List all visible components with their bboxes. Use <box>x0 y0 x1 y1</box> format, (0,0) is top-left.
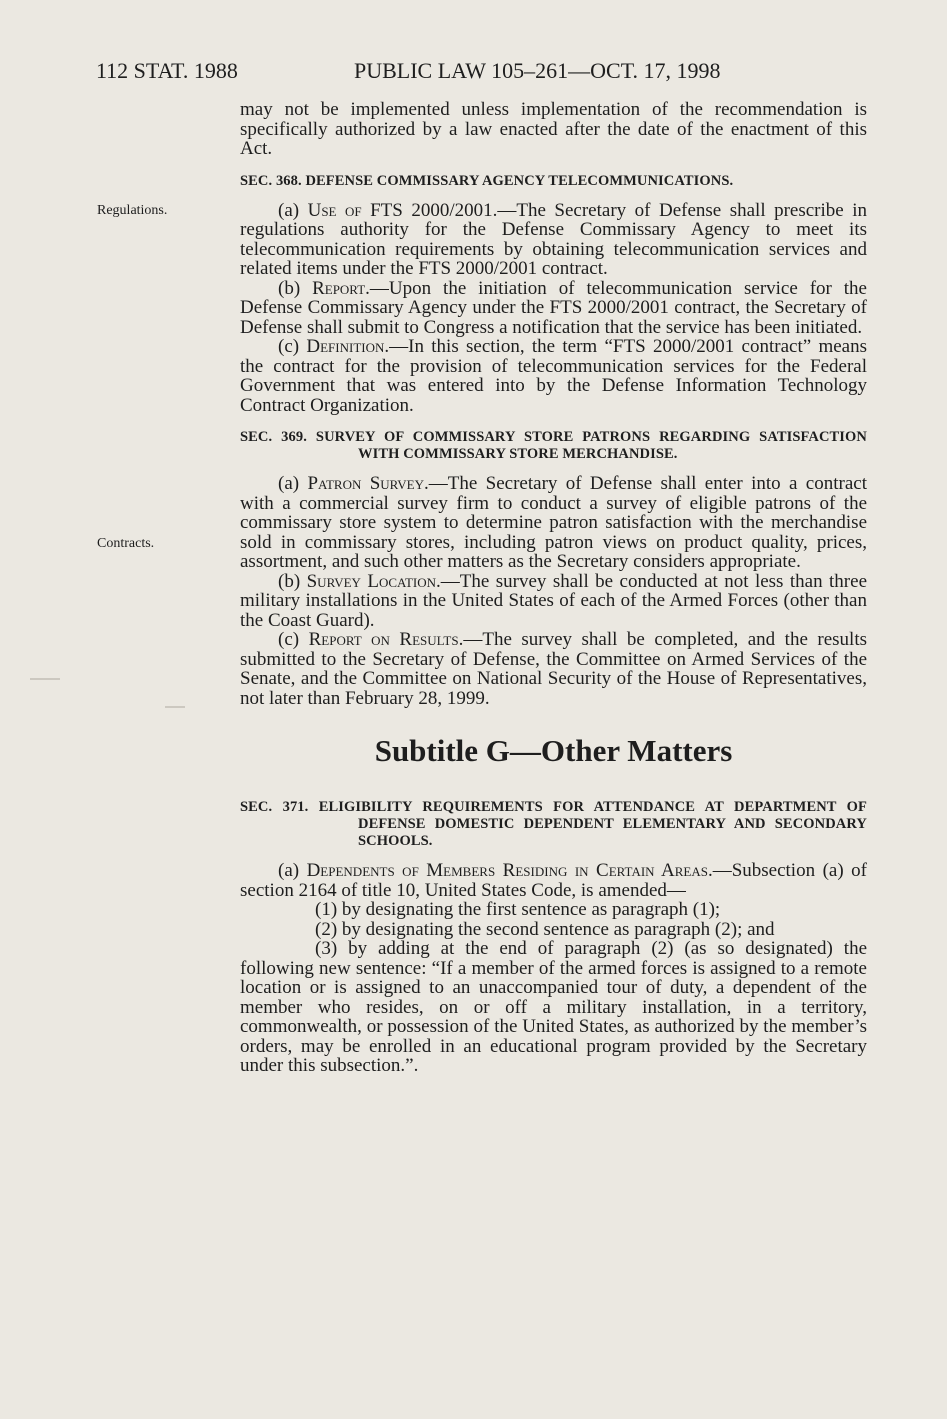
margin-note-regulations: Regulations. <box>97 203 168 218</box>
sec-369-b: (b) Survey Location.—The survey shall be conducted at not less than three military installations in the United States of each of the Armed Forces (other than the Coast Guard). <box>240 570 868 631</box>
sec-369-a: (a) Patron Survey.—The Secretary of Defense shall enter into a contract with a commercial survey firm to conduct a survey of eligible patrons of the commissary store system to determine patron satisfaction with the merchandise sold in commissary stores, including patron views on product quality, prices, assortment, and such other matters as the Secretary considers appropriate. <box>240 473 867 572</box>
subtitle-heading: Subtitle G—Other Matters <box>374 733 733 768</box>
sec-371-item-2: (2) by designating the second sentence as paragraph (2); and <box>315 918 775 940</box>
sec-371-item-3: (3) by adding at the end of paragraph (2) (as so designated) the following new sentence: “If a member of the armed forces is assigned to a remote location or is assigned to an unaccompanied tour of duty, a dependent of the member who resides, on or off a military installation, in a territory, commonwealth, or possession of the United States, as authorized by the member’s orders, may be enrolled in an educational program provided by the Secretary under this subsection.”. <box>240 938 867 1076</box>
scan-mark <box>30 678 60 680</box>
sec-368-heading: SEC. 368. DEFENSE COMMISSARY AGENCY TELECOMMUNICATIONS. <box>240 172 734 189</box>
sec-368-a: (a) Use of FTS 2000/2001.—The Secretary of Defense shall prescribe in regulations authority for the Defense Commissary Agency to meet its telecommunication requirements by obtaining telecommunication services and related items under the FTS 2000/2001 contract. <box>240 199 867 279</box>
page-header <box>96 58 776 88</box>
sec-371-a: (a) Dependents of Members Residing in Certain Areas.—Subsection (a) of section 2164 of title 10, United States Code, is amended— <box>240 860 867 901</box>
sec-368-b: (b) Report.—Upon the initiation of telecommunication service for the Defense Commissary Agency under the FTS 2000/2001 contract, the Secretary of Defense shall submit to Congress a notification that the service has been initiated. <box>240 277 867 338</box>
sec-369-c: (c) Report on Results.—The survey shall be completed, and the results submitted to the Secretary of Defense, the Committee on Armed Services of the Senate, and the Committee on National Security of the House of Representatives, not later than February 28, 1999. <box>240 629 867 709</box>
sec-371-heading: SEC. 371. ELIGIBILITY REQUIREMENTS FOR ATTENDANCE AT DEPARTMENT OF DEFENSE DOMESTIC DEPENDENT ELEMENTARY AND SECONDARY SCHOOLS. <box>240 799 867 849</box>
sec-368-c: (c) Definition.—In this section, the term “FTS 2000/2001 contract” means the contract for the provision of telecommunication services for the Federal Government that was entered into by the Defense Information Technology Contract Organization. <box>240 336 867 416</box>
public-law-citation: PUBLIC LAW 105–261—OCT. 17, 1998 <box>354 58 721 83</box>
document-body <box>240 100 867 1076</box>
scan-mark <box>165 706 185 708</box>
margin-note-contracts: Contracts. <box>97 536 155 551</box>
sec-369-heading: SEC. 369. SURVEY OF COMMISSARY STORE PATRONS REGARDING SATISFACTION WITH COMMISSARY STORE MERCHANDISE. <box>240 429 867 462</box>
stat-citation: 112 STAT. 1988 <box>96 58 238 83</box>
sec-371-item-1: (1) by designating the first sentence as paragraph (1); <box>315 899 721 920</box>
intro-paragraph: may not be implemented unless implementation of the recommendation is specifically authorized by a law enacted after the date of the enactment of this Act. <box>240 99 867 159</box>
